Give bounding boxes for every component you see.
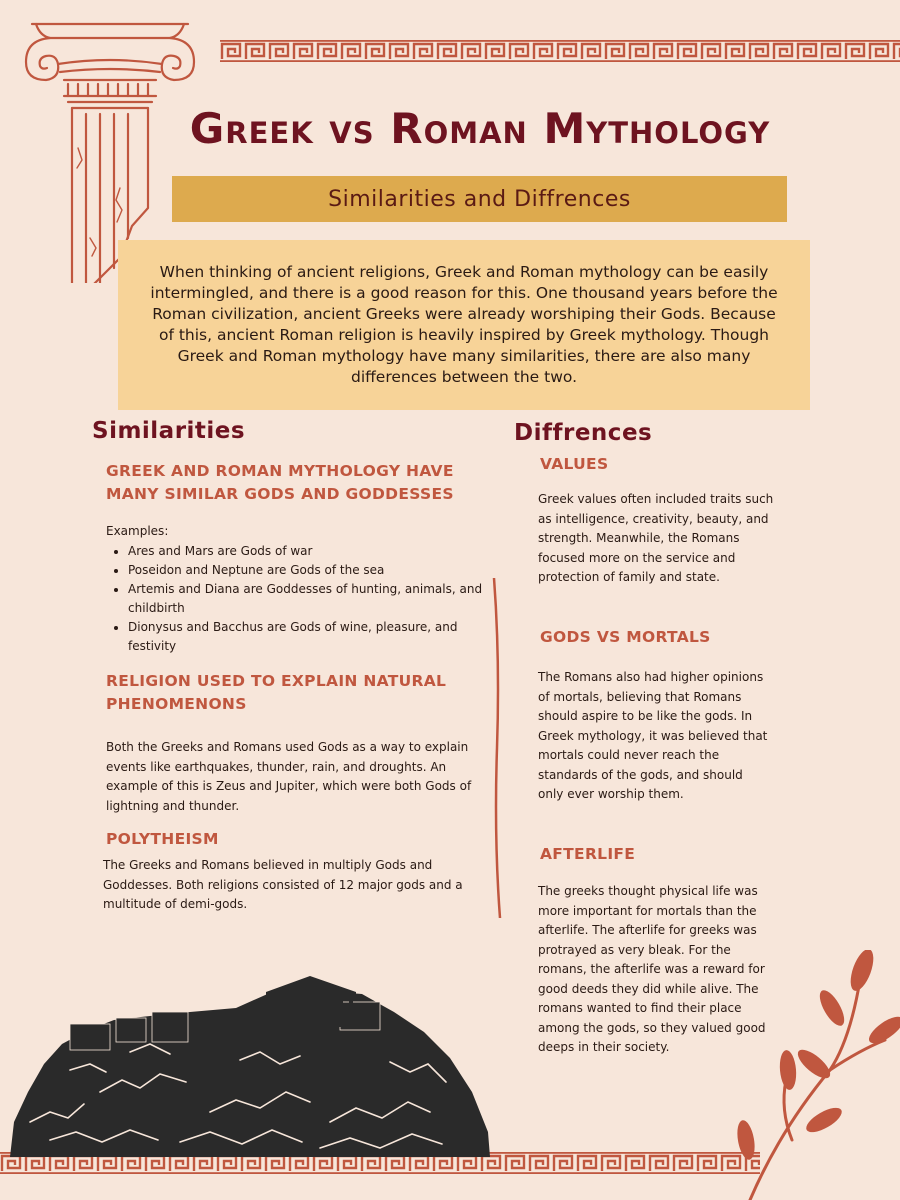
polytheism-heading: POLYTHEISM: [106, 830, 219, 848]
subtitle-banner: [172, 176, 787, 222]
natural-phenomena-text: Both the Greeks and Romans used Gods as a way to explain events like earthquakes, thunder, rain, and droughts. An example of this is Zeus and Jupiter, which were both Gods of lightning and thunder.: [106, 740, 472, 813]
intro-box: [118, 240, 810, 410]
afterlife-text: The greeks thought physical life was more important for mortals than the afterlife. The afterlife for greeks was protrayed as very bleak. For the romans, the afterlife was a reward for good deeds they did while alive. The romans wanted to find their place among the gods, so they valued good deeps in their society.: [538, 884, 766, 1054]
list-item: • Dionysus and Bacchus are Gods of wine, pleasure, and festivity: [128, 618, 488, 656]
intro-text: When thinking of ancient religions, Greek and Roman mythology can be easily intermingled, and there is a good reason for this. One thousand years before the Roman civilization, ancient Greeks were already worshiping their Gods. Because of this, ancient Roman religion is heavily inspired by Greek mythology. Though Greek and Roman mythology have many similarities, there are also many differences between the two.: [150, 263, 778, 386]
gods-vs-mortals-text: The Romans also had higher opinions of mortals, believing that Romans should aspire to be like the gods. In Greek mythology, it was believed that mortals could never reach the standards of the gods, and should only ever worship them.: [538, 670, 768, 801]
examples-list: [110, 542, 488, 656]
values-text: Greek values often included traits such as intelligence, creativity, beauty, and strength. Meanwhile, the Romans focused more on the service and protection of family and state.: [538, 492, 774, 584]
list-item: • Ares and Mars are Gods of war: [128, 542, 488, 561]
gods-vs-mortals-heading: GODS VS MORTALS: [540, 628, 711, 646]
similar-gods-heading: GREEK AND ROMAN MYTHOLOGY HAVE MANY SIMILAR GODS AND GODDESSES: [106, 462, 454, 503]
page-title: Greek vs Roman Mythology: [189, 104, 771, 153]
column-divider: [488, 578, 508, 918]
list-item: • Artemis and Diana are Goddesses of hunting, animals, and childbirth: [128, 580, 488, 618]
natural-phenomena-heading: RELIGION USED TO EXPLAIN NATURAL PHENOMENONS: [106, 672, 447, 713]
greek-key-border-top-icon: [220, 40, 900, 62]
polytheism-text: The Greeks and Romans believed in multiply Gods and Goddesses. Both religions consisted of 12 major gods and a multitude of demi-gods.: [103, 858, 463, 911]
differences-heading: Diffrences: [514, 420, 653, 446]
examples-label: Examples:: [106, 524, 169, 538]
values-heading: VALUES: [540, 455, 609, 473]
afterlife-heading: AFTERLIFE: [540, 845, 636, 863]
list-item: • Poseidon and Neptune are Gods of the sea: [128, 561, 488, 580]
similarities-heading: Similarities: [92, 418, 246, 444]
leaf-branch-icon: [720, 950, 900, 1200]
acropolis-illustration-icon: [10, 972, 490, 1157]
subtitle: Similarities and Diffrences: [328, 186, 631, 212]
